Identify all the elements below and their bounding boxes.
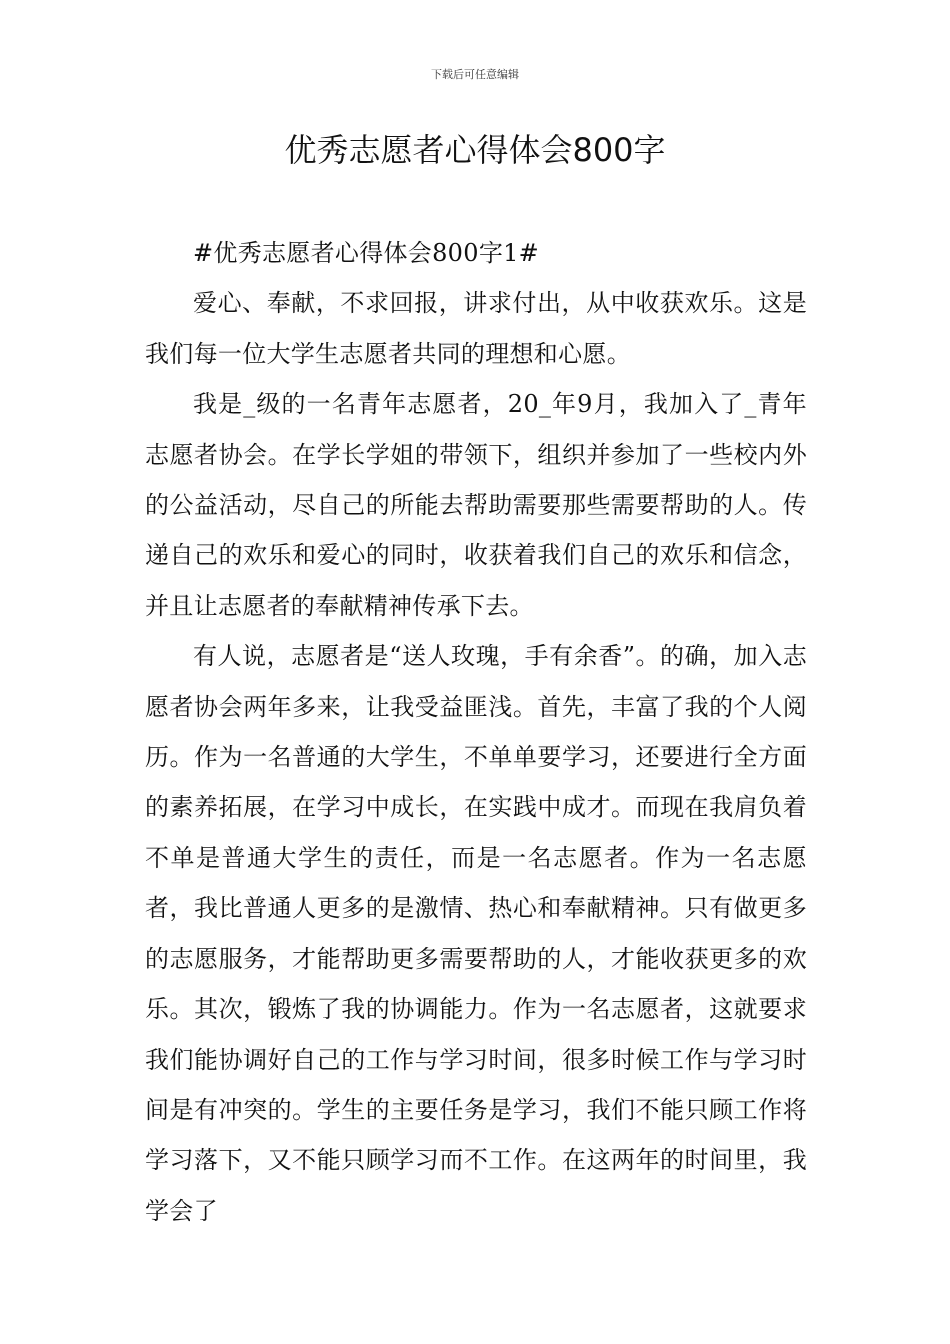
paragraph: 爱心、奉献，不求回报，讲求付出，从中收获欢乐。这是我们每一位大学生志愿者共同的理想和心愿。	[145, 289, 807, 368]
header-note: 下载后可任意编辑	[431, 68, 519, 81]
document-body	[145, 228, 807, 1236]
document-title: 优秀志愿者心得体会800字	[284, 131, 666, 169]
section-heading: #优秀志愿者心得体会800字1#	[193, 239, 540, 267]
paragraph: 有人说，志愿者是“送人玫瑰，手有余香”。的确，加入志愿者协会两年多来，让我受益匪浅。首先，丰富了我的个人阅历。作为一名普通的大学生，不单单要学习，还要进行全方面的素养拓展，在学习中成长，在实践中成才。而现在我肩负着不单是普通大学生的责任，而是一名志愿者。作为一名志愿者，我比普通人更多的是激情、热心和奉献精神。只有做更多的志愿服务，才能帮助更多需要帮助的人，才能收获更多的欢乐。其次，锻炼了我的协调能力。作为一名志愿者，这就要求我们能协调好自己的工作与学习时间，很多时候工作与学习时间是有冲突的。学生的主要任务是学习，我们不能只顾工作将学习落下，又不能只顾学习而不工作。在这两年的时间里，我学会了	[145, 642, 807, 1225]
paragraph: 我是_级的一名青年志愿者，20_年9月，我加入了_青年志愿者协会。在学长学姐的带领下，组织并参加了一些校内外的公益活动，尽自己的所能去帮助需要那些需要帮助的人。传递自己的欢乐和爱心的同时，收获着我们自己的欢乐和信念，并且让志愿者的奉献精神传承下去。	[145, 390, 807, 620]
